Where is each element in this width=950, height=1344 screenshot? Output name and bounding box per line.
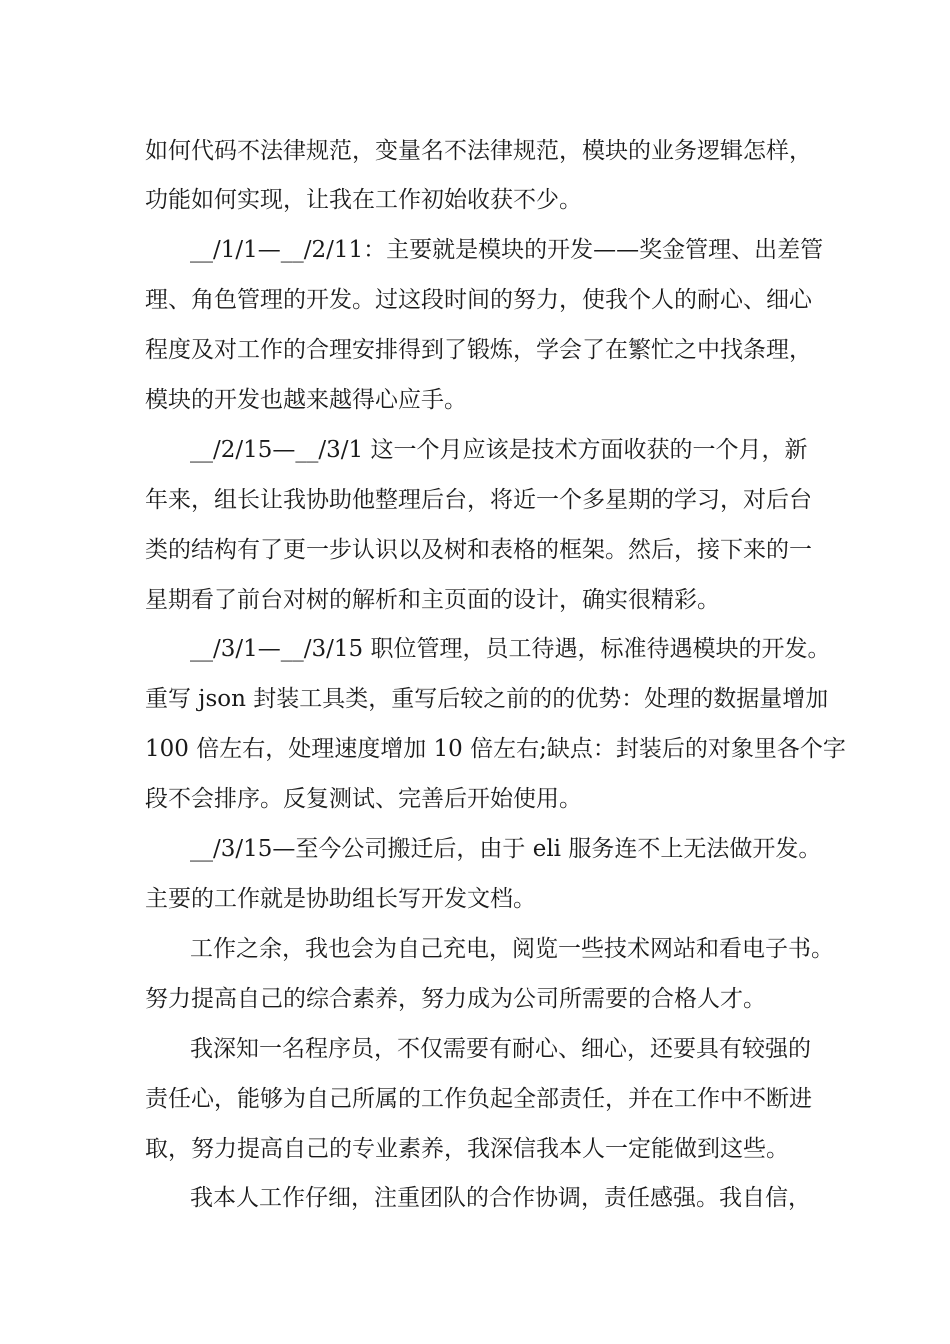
text-line: 如何代码不法律规范，变量名不法律规范，模块的业务逻辑怎样， [145,138,812,164]
text-line: __/3/15—至今公司搬迁后，由于 eli 服务连不上无法做开发。 [190,836,822,862]
text-line: __/3/1—__/3/15 职位管理，员工待遇，标准待遇模块的开发。 [190,636,831,662]
text-line: 模块的开发也越来越得心应手。 [145,387,467,413]
text-line: 100 倍左右，处理速度增加 10 倍左右;缺点：封装后的对象里各个字 [145,736,846,762]
text-line: 类的结构有了更一步认识以及树和表格的框架。然后，接下来的一 [145,537,812,563]
text-line: __/1/1—__/2/11：主要就是模块的开发——奖金管理、出差管 [190,237,824,263]
text-line: 努力提高自己的综合素养，努力成为公司所需要的合格人才。 [145,986,766,1012]
text-line: 功能如何实现，让我在工作初始收获不少。 [145,187,582,213]
text-line: 程度及对工作的合理安排得到了锻炼，学会了在繁忙之中找条理， [145,337,812,363]
text-line: 年来，组长让我协助他整理后台，将近一个多星期的学习，对后台 [145,487,812,513]
text-line: 段不会排序。反复测试、完善后开始使用。 [145,786,582,812]
text-line: 我深知一名程序员，不仅需要有耐心、细心，还要具有较强的 [190,1036,811,1062]
text-line: 理、角色管理的开发。过这段时间的努力，使我个人的耐心、细心 [145,287,812,313]
text-line: 主要的工作就是协助组长写开发文档。 [145,886,536,912]
text-line: 星期看了前台对树的解析和主页面的设计，确实很精彩。 [145,587,720,613]
text-line: 取，努力提高自己的专业素养，我深信我本人一定能做到这些。 [145,1136,789,1162]
text-line: 责任心，能够为自己所属的工作负起全部责任，并在工作中不断进 [145,1086,812,1112]
text-line: 我本人工作仔细，注重团队的合作协调，责任感强。我自信， [190,1185,811,1211]
text-line: __/2/15—__/3/1 这一个月应该是技术方面收获的一个月，新 [190,437,808,463]
text-line: 重写 json 封装工具类，重写后较之前的的优势：处理的数据量增加 [145,686,829,712]
text-line: 工作之余，我也会为自己充电，阅览一些技术网站和看电子书。 [190,936,834,962]
